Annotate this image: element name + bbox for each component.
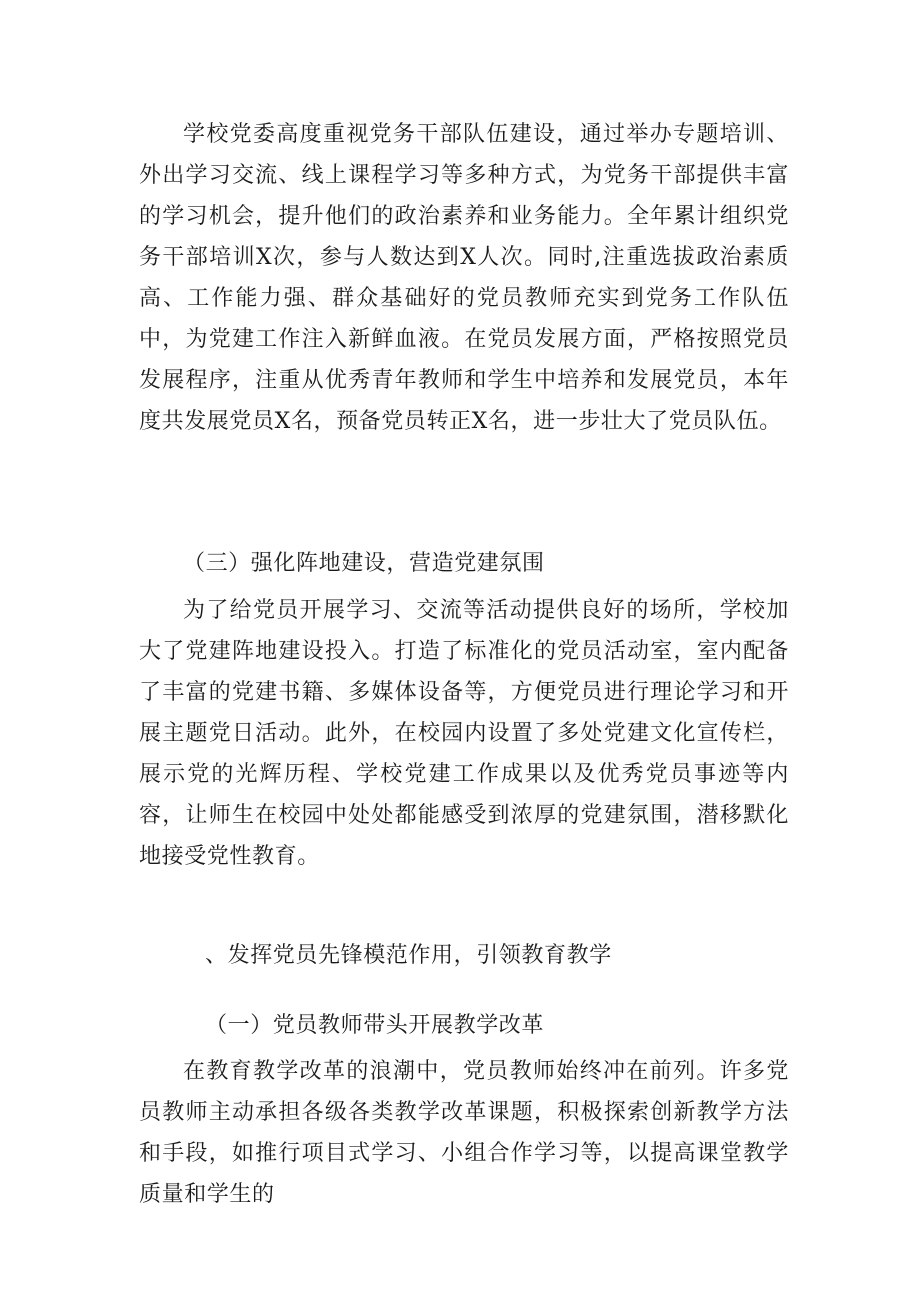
- subheading-positions-building: （三）强化阵地建设，营造党建氛围: [183, 551, 545, 576]
- subheading-teaching-reform: （一）党员教师带头开展教学改革: [205, 1013, 545, 1038]
- body-paragraph-party-cadres: 学校党委高度重视党务干部队伍建设，通过举办专题培训、外出学习交流、线上课程学习等多种方式，为党务干部提供丰富的学习机会，提升他们的政治素养和业务能力。全年累计组织党务干部培训X次，参与人数达到X人次。同时,注重选拔政治素质高、工作能力强、群众基础好的党员教师充实到党务工作队伍中，为党建工作注入新鲜血液。在党员发展方面，严格按照党员发展程序，注重从优秀青年教师和学生中培养和发展党员，本年度共发展党员X名，预备党员转正X名，进一步壮大了党员队伍。: [139, 122, 789, 434]
- body-paragraph-positions-building: 为了给党员开展学习、交流等活动提供良好的场所，学校加大了党建阵地建设投入。打造了标准化的党员活动室，室内配备了丰富的党建书籍、多媒体设备等，方便党员进行理论学习和开展主题党日活动。此外，在校园内设置了多处党建文化宣传栏，展示党的光辉历程、学校党建工作成果以及优秀党员事迹等内容，让师生在校园中处处都能感受到浓厚的党建氛围，潜移默化地接受党性教育。: [139, 598, 789, 869]
- section-heading-vanguard-role: 、发挥党员先锋模范作用，引领教育教学: [205, 943, 612, 968]
- body-paragraph-teaching-reform: 在教育教学改革的浪潮中，党员教师始终冲在前列。许多党员教师主动承担各级各类教学改革课题，积极探索创新教学方法和手段，如推行项目式学习、小组合作学习等，以提高课堂教学质量和学生的: [139, 1059, 789, 1207]
